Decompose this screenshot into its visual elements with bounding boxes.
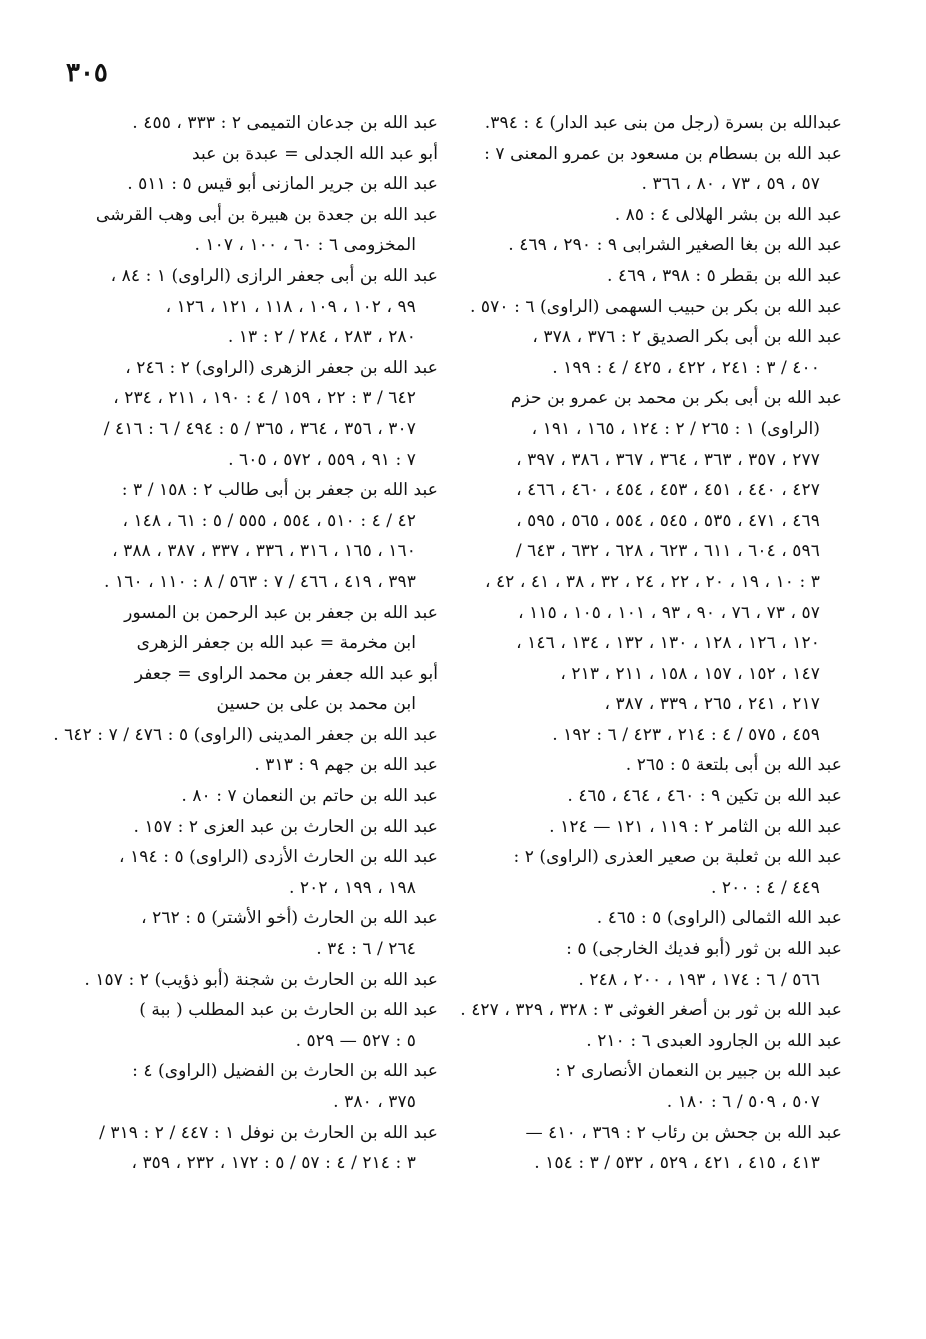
entry-heading-line: عبد الله بن جبير بن النعمان الأنصارى ٢ : — [555, 1061, 842, 1082]
entry-continuation-line: ٤٦٩ ، ٤٧١ ، ٥٣٥ ، ٥٤٥ ، ٥٥٤ ، ٥٦٥ ، ٥٩٥ ، — [516, 510, 820, 531]
entry-continuation-line: (الراوى) ١ : ٢٦٥ / ٢ : ١٢٤ ، ١٦٥ ، ١٩١ ، — [531, 418, 820, 439]
index-entry — [66, 261, 438, 353]
entry-continuation-line: ٤١٣ ، ٤١٥ ، ٤٢١ ، ٥٢٩ ، ٥٣٢ / ٣ : ١٥٤ . — [534, 1153, 820, 1174]
index-entry — [66, 1118, 438, 1179]
entry-continuation-line: ٤٢٧ ، ٤٤٠ ، ٤٥١ ، ٤٥٣ ، ٤٥٤ ، ٤٦٠ ، ٤٦٦ ، — [516, 480, 820, 501]
entry-heading-line: عبد الله بن بكر بن حبيب السهمى (الراوى) ٦ : ٥٧٠ . — [469, 296, 842, 317]
index-entry — [66, 659, 438, 720]
entry-heading-line: عبد الله بن الحارث بن عبد العزى ٢ : ١٥٧ . — [133, 816, 438, 837]
entry-continuation-line: ٤٠٠ / ٣ : ٢٤١ ، ٤٢٢ ، ٤٢٥ / ٤ : ١٩٩ . — [552, 357, 820, 378]
index-entry — [470, 812, 842, 843]
index-entry — [460, 995, 842, 1026]
index-entry — [66, 169, 438, 200]
index-entry — [470, 261, 842, 292]
index-entry — [470, 1056, 842, 1117]
entry-heading-line: عبد الله بن الحارث بن شجنة (أبو ذؤيب) ٢ : ١٥٧ . — [84, 969, 438, 990]
index-entry — [66, 781, 438, 812]
index-entry — [470, 322, 842, 383]
entry-continuation-line: ١٢٠ ، ١٢٦ ، ١٢٨ ، ١٣٠ ، ١٣٢ ، ١٣٤ ، ١٤٦ ، — [516, 633, 820, 654]
entry-continuation-line: ٣٩٣ ، ٤١٩ ، ٤٦٦ / ٧ : ٥٦٣ / ٨ : ١١٠ ، ١٦٠ . — [104, 571, 416, 592]
entry-heading-line: أبو عبد الله الجدلى = عبدة بن عبد — [192, 143, 438, 164]
entry-continuation-line: ٩٩ ، ١٠٢ ، ١٠٩ ، ١١٨ ، ١٢١ ، ١٢٦ ، — [165, 296, 416, 317]
entry-heading-line: عبد الله بن ثعلبة بن صعير العذرى (الراوى) ٢ : — [513, 847, 842, 868]
entry-heading-line: عبد الله بن أبى جعفر الرازى (الراوى) ١ : ٨٤ ، — [110, 265, 438, 286]
index-entry — [470, 750, 842, 781]
index-column-right — [460, 108, 842, 1179]
entry-continuation-line: ٥٧ ، ٧٣ ، ٧٦ ، ٩٠ ، ٩٣ ، ١٠١ ، ١٠٥ ، ١١٥ ، — [518, 602, 820, 623]
index-entry — [470, 1026, 842, 1057]
entry-heading-line: عبد الله بن جعفر المدينى (الراوى) ٥ : ٤٧٦ / ٧ : ٦٤٢ . — [53, 724, 438, 745]
entry-continuation-line: ١٤٧ ، ١٥٢ ، ١٥٧ ، ١٥٨ ، ٢١١ ، ٢١٣ ، — [560, 663, 820, 684]
entry-heading-line: عبد الله بن جرير المازنى أبو قيس ٥ : ٥١١ . — [127, 174, 438, 195]
index-entry — [66, 750, 438, 781]
page-number: ٣٠٥ — [66, 58, 108, 88]
entry-continuation-line: ١٦٠ ، ١٦٥ ، ٣١٦ ، ٣٣٦ ، ٣٣٧ ، ٣٨٧ ، ٣٨٨ ، — [112, 541, 416, 562]
entry-heading-line: عبد الله بن أبى بلتعة ٥ : ٢٦٥ . — [625, 755, 842, 776]
index-entry — [470, 383, 842, 750]
entry-heading-line: عبد الله بن الحارث الأزدى (الراوى) ٥ : ١٩٤ ، — [119, 847, 438, 868]
entry-heading-line: عبد الله بن ثور (أبو فديك الخارجى) ٥ : — [566, 939, 842, 960]
entry-continuation-line: ٦٤٢ / ٣ : ٢٢ ، ١٥٩ / ٤ : ١٩٠ ، ٢١١ ، ٢٣٤ ، — [113, 388, 416, 409]
index-column-left — [53, 108, 438, 1179]
index-entry — [470, 139, 842, 200]
index-entry — [470, 842, 842, 903]
index-entry — [66, 353, 438, 475]
entry-continuation-line: ٣٧٥ ، ٣٨٠ . — [333, 1092, 416, 1112]
index-entry — [53, 720, 438, 751]
entry-heading-line: عبد الله بن بسطام بن مسعود بن عمرو المعنى ٧ : — [484, 143, 842, 164]
index-entry — [470, 292, 842, 323]
entry-continuation-line: ٣ : ٢١٤ / ٤ : ٥٧ / ٥ : ١٧٢ ، ٢٣٢ ، ٣٥٩ ، — [131, 1153, 416, 1174]
entry-continuation-line: ٤٤٩ / ٤ : ٢٠٠ . — [710, 877, 820, 898]
index-entry — [66, 995, 438, 1056]
index-entry — [470, 200, 842, 231]
index-entry — [470, 903, 842, 934]
entry-heading-line: عبد الله بن جهم ٩ : ٣١٣ . — [254, 755, 438, 776]
index-entry — [470, 781, 842, 812]
entry-heading-line: عبد الله بن تكين ٩ : ٤٦٠ ، ٤٦٤ ، ٤٦٥ . — [567, 786, 842, 807]
index-entry — [66, 475, 438, 597]
entry-heading-line: عبد الله بن أبى بكر بن محمد بن عمرو بن حزم — [510, 388, 842, 409]
entry-heading-line: أبو عبد الله جعفر بن محمد الراوى = جعفر — [134, 663, 438, 684]
entry-continuation-line: ٢٦٤ / ٦ : ٣٤ . — [316, 939, 416, 960]
entry-continuation-line: ٤٢ / ٤ : ٥١٠ ، ٥٥٤ ، ٥٥٥ / ٥ : ٦١ ، ١٤٨ ، — [122, 510, 416, 531]
index-entry — [66, 200, 438, 261]
entry-heading-line: عبد الله بن الحارث بن نوفل ١ : ٤٤٧ / ٢ : ٣١٩ / — [99, 1122, 438, 1143]
index-entry — [66, 108, 438, 139]
entry-continuation-line: ١٩٨ ، ١٩٩ ، ٢٠٢ . — [288, 877, 416, 898]
index-entry — [66, 812, 438, 843]
entry-heading-line: عبد الله بن حاتم بن النعمان ٧ : ٨٠ . — [181, 786, 438, 807]
entry-heading-line: عبد الله بن جعفر الزهرى (الراوى) ٢ : ٢٤٦ ، — [125, 357, 438, 378]
entry-heading-line: عبد الله بن بقطر ٥ : ٣٩٨ ، ٤٦٩ . — [607, 265, 842, 286]
entry-heading-line: عبد الله بن أبى بكر الصديق ٢ : ٣٧٦ ، ٣٧٨ ، — [532, 327, 842, 348]
index-entry — [470, 230, 842, 261]
entry-continuation-line: ابن محمد بن على بن حسين — [216, 694, 416, 715]
entry-heading-line: عبد الله بن بشر الهلالى ٤ : ٨٥ . — [614, 204, 842, 225]
entry-heading-line: عبد الله بن جدعان التميمى ٢ : ٣٣٣ ، ٤٥٥ . — [132, 113, 438, 133]
entry-continuation-line: ٤٥٩ ، ٥٧٥ / ٤ : ٢١٤ ، ٤٢٣ / ٦ : ١٩٢ . — [552, 724, 820, 745]
entry-heading-line: عبد الله بن جعفر بن عبد الرحمن بن المسور — [124, 602, 438, 623]
index-entry — [66, 1056, 438, 1117]
entry-heading-line: عبدالله بن بسرة (رجل من بنى عبد الدار) ٤ : ٣٩٤. — [484, 113, 842, 133]
entry-heading-line: عبد الله بن الثامر ٢ : ١١٩ ، ١٢١ — ١٢٤ . — [549, 816, 842, 837]
index-entry — [66, 598, 438, 659]
entry-heading-line: عبد الله بن جعدة بن هبيرة بن أبى وهب القرشى — [95, 204, 438, 225]
index-entry — [66, 965, 438, 996]
index-entry — [66, 139, 438, 170]
entry-heading-line: عبد الله بن الجارود العبدى ٦ : ٢١٠ . — [586, 1030, 842, 1051]
index-entry — [470, 934, 842, 995]
entry-heading-line: عبد الله بن الحارث بن الفضيل (الراوى) ٤ : — [132, 1061, 438, 1082]
entry-continuation-line: ٣٠٧ ، ٣٥٦ ، ٣٦٤ ، ٣٦٥ / ٥ : ٤٩٤ / ٦ : ٤١٦ / — [103, 418, 416, 439]
entry-heading-line: عبد الله الثمالى (الراوى) ٥ : ٤٦٥ . — [596, 908, 842, 929]
entry-continuation-line: ٧ : ٩١ ، ٥٥٩ ، ٥٧٢ ، ٦٠٥ . — [228, 449, 416, 470]
entry-continuation-line: المخزومى ٦ : ٦٠ ، ١٠٠ ، ١٠٧ . — [194, 235, 416, 256]
entry-heading-line: عبد الله بن بغا الصغير الشرابى ٩ : ٢٩٠ ، ٤٦٩ . — [508, 235, 842, 256]
index-entry — [66, 903, 438, 964]
entry-continuation-line: ٥٩٦ ، ٦٠٤ ، ٦١١ ، ٦٢٣ ، ٦٢٨ ، ٦٣٢ ، ٦٤٣ / — [515, 541, 820, 562]
entry-continuation-line: ٣ : ١٠ ، ١٩ ، ٢٠ ، ٢٢ ، ٢٤ ، ٣٢ ، ٣٨ ، ٤١ ، ٤٢ ، — [484, 571, 820, 592]
entry-heading-line: عبد الله بن جحش بن رئاب ٢ : ٣٦٩ ، ٤١٠ — — [525, 1122, 842, 1143]
entry-continuation-line: ٥٧ ، ٥٩ ، ٧٣ ، ٨٠ ، ٣٦٦ . — [641, 174, 820, 195]
entry-continuation-line: ٥٠٧ ، ٥٠٩ / ٦ : ١٨٠ . — [666, 1092, 820, 1112]
entry-continuation-line: ٢١٧ ، ٢٤١ ، ٢٦٥ ، ٣٣٩ ، ٣٨٧ ، — [604, 694, 820, 715]
index-entry — [66, 842, 438, 903]
entry-continuation-line: ٢٧٧ ، ٣٥٧ ، ٣٦٣ ، ٣٦٤ ، ٣٦٧ ، ٣٨٦ ، ٣٩٧ ، — [516, 449, 820, 470]
entry-continuation-line: ٥٦٦ / ٦ : ١٧٤ ، ١٩٣ ، ٢٠٠ ، ٢٤٨ . — [578, 969, 820, 990]
entry-heading-line: عبد الله بن الحارث (أخو الأشتر) ٥ : ٢٦٢ ، — [141, 908, 438, 929]
entry-heading-line: عبد الله بن ثور بن أصغر الغوثى ٣ : ٣٢٨ ، ٣٢٩ ، ٤٢٧ . — [460, 1000, 842, 1021]
entry-continuation-line: ابن مخرمة = عبد الله بن جعفر الزهرى — [136, 633, 416, 654]
entry-continuation-line: ٥ : ٥٢٧ — ٥٢٩ . — [295, 1030, 416, 1051]
index-entry — [470, 108, 842, 139]
entry-continuation-line: ٢٨٠ ، ٢٨٣ ، ٢٨٤ / ٢ : ١٣ . — [227, 327, 416, 348]
entry-heading-line: عبد الله بن جعفر بن أبى طالب ٢ : ١٥٨ / ٣ : — [121, 480, 438, 501]
index-entry — [470, 1118, 842, 1179]
entry-heading-line: عبد الله بن الحارث بن عبد المطلب ( ببة ) — [139, 1000, 438, 1021]
